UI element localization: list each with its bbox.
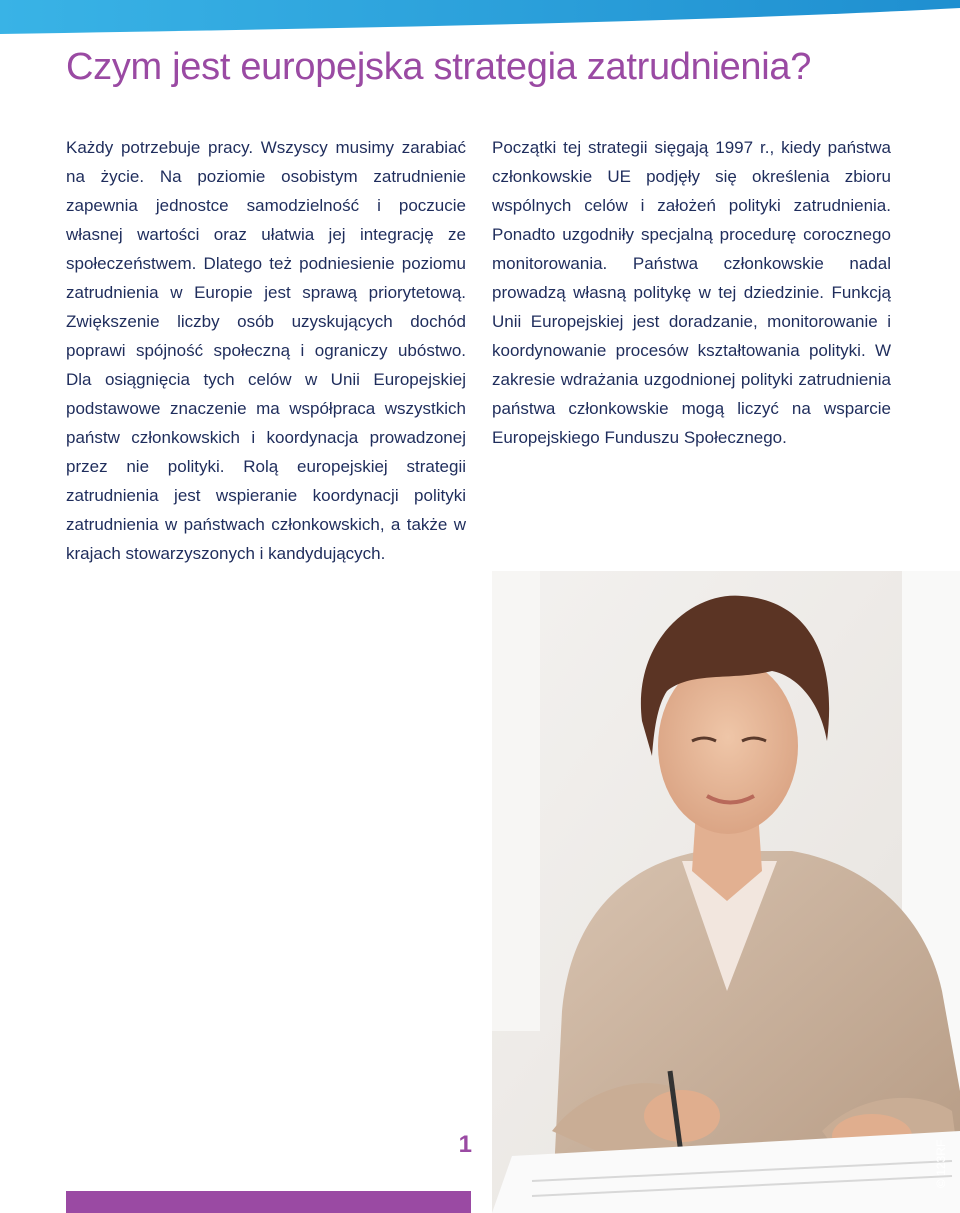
body-text-left-column: Każdy potrzebuje pracy. Wszyscy musimy zarabiać na życie. Na poziomie osobistym zatrudnienie zapewnia jednostce samodzielność i poczucie własnej wartości oraz ułatwia jej integrację ze społeczeństwem. Dlatego też podniesienie poziomu zatrudnienia w Europie jest sprawą priorytetową. Zwiększenie liczby osób uzyskujących dochód poprawi spójność społeczną i ograniczy ubóstwo. Dla osiągnięcia tych celów w Unii Europejskiej podstawowe znaczenie ma współpraca wszystkich państw członkowskich i koordynacja prowadzonej przez nie polityki. Rolą europejskiej strategii zatrudnienia jest wspieranie koordynacji polityki zatrudnienia w państwach członkowskich, a także w krajach stowarzyszonych i kandydujących. [66,138,466,563]
body-text-right-column: Początki tej strategii sięgają 1997 r., kiedy państwa członkowskie UE podjęły się określenia zbioru wspólnych celów i założeń polityki zatrudnienia. Ponadto uzgodniły specjalną procedurę corocznego monitorowania. Państwa członkowskie nadal prowadzą własną politykę w tej dziedzinie. Funkcją Unii Europejskiej jest doradzanie, monitorowanie i koordynowanie procesów kształtowania polityki. W zakresie wdrażania uzgodnionej polityki zatrudnienia państwa członkowskie mogą liczyć na wsparcie Europejskiego Funduszu Społecznego. [492,138,891,447]
page-title: Czym jest europejska strategia zatrudnienia? [66,46,812,88]
bottom-purple-bar [66,1191,471,1213]
page-number: 1 [458,1131,472,1158]
woman-at-desk-photo [492,571,960,1213]
top-blue-band [0,0,960,34]
photo-credit: © 123RF [934,1139,948,1188]
